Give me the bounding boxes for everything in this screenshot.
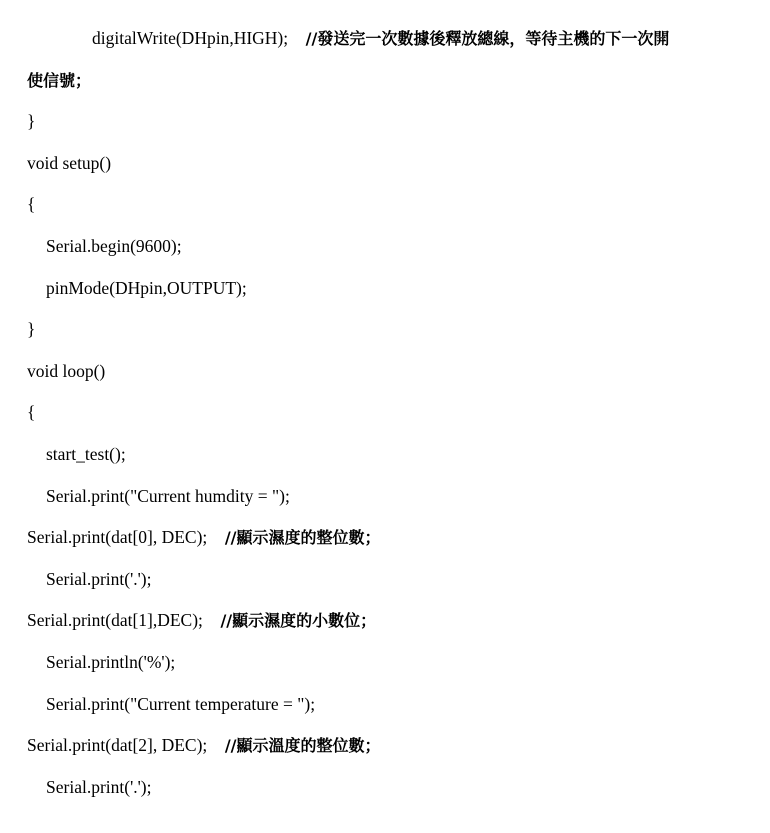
code-text: Serial.print('.'); — [46, 777, 152, 797]
code-spacer — [207, 735, 225, 755]
code-line — [27, 110, 35, 132]
code-comment: //顯示溫度的整位數； — [224, 736, 381, 755]
code-line — [27, 152, 111, 174]
code-text: Serial.print("Current temperature = "); — [46, 694, 316, 714]
code-spacer — [203, 610, 221, 630]
code-text: digitalWrite(DHpin,HIGH); — [92, 28, 289, 48]
code-comment: //顯示濕度的小數位； — [220, 611, 377, 630]
code-line — [46, 651, 175, 673]
code-text: void loop() — [27, 361, 106, 381]
code-line — [46, 277, 247, 299]
code-line — [92, 27, 669, 50]
code-text: Serial.print('.'); — [46, 569, 152, 589]
code-line — [46, 443, 126, 465]
code-text: void setup() — [27, 153, 112, 173]
code-line — [27, 69, 91, 92]
code-line — [27, 193, 35, 215]
code-comment: //顯示濕度的整位數； — [224, 528, 381, 547]
code-comment: //發送完一次數據後釋放總線，等待主機的下一次開 — [305, 29, 670, 48]
code-text: Serial.begin(9600); — [46, 236, 182, 256]
code-text: } — [27, 111, 36, 131]
code-text: Serial.print("Current humdity = "); — [46, 486, 290, 506]
code-line — [27, 318, 35, 340]
code-line — [27, 401, 35, 423]
code-line — [46, 693, 315, 715]
code-line — [46, 485, 290, 507]
code-text: pinMode(DHpin,OUTPUT); — [46, 278, 247, 298]
code-text: Serial.print(dat[1],DEC); — [27, 610, 203, 630]
code-text: start_test(); — [46, 444, 126, 464]
code-line — [27, 526, 381, 549]
code-text: } — [27, 319, 36, 339]
code-text: Serial.println('%'); — [46, 652, 176, 672]
code-line — [27, 609, 376, 632]
code-text: Serial.print(dat[0], DEC); — [27, 527, 208, 547]
code-line — [46, 776, 151, 798]
code-text: Serial.print(dat[2], DEC); — [27, 735, 208, 755]
code-spacer — [288, 28, 306, 48]
code-line — [27, 734, 381, 757]
code-text: { — [27, 402, 36, 422]
code-line — [46, 235, 182, 257]
code-line — [46, 568, 151, 590]
code-spacer — [207, 527, 225, 547]
code-comment: 使信號； — [27, 71, 92, 90]
code-line — [27, 360, 105, 382]
code-text: { — [27, 194, 36, 214]
